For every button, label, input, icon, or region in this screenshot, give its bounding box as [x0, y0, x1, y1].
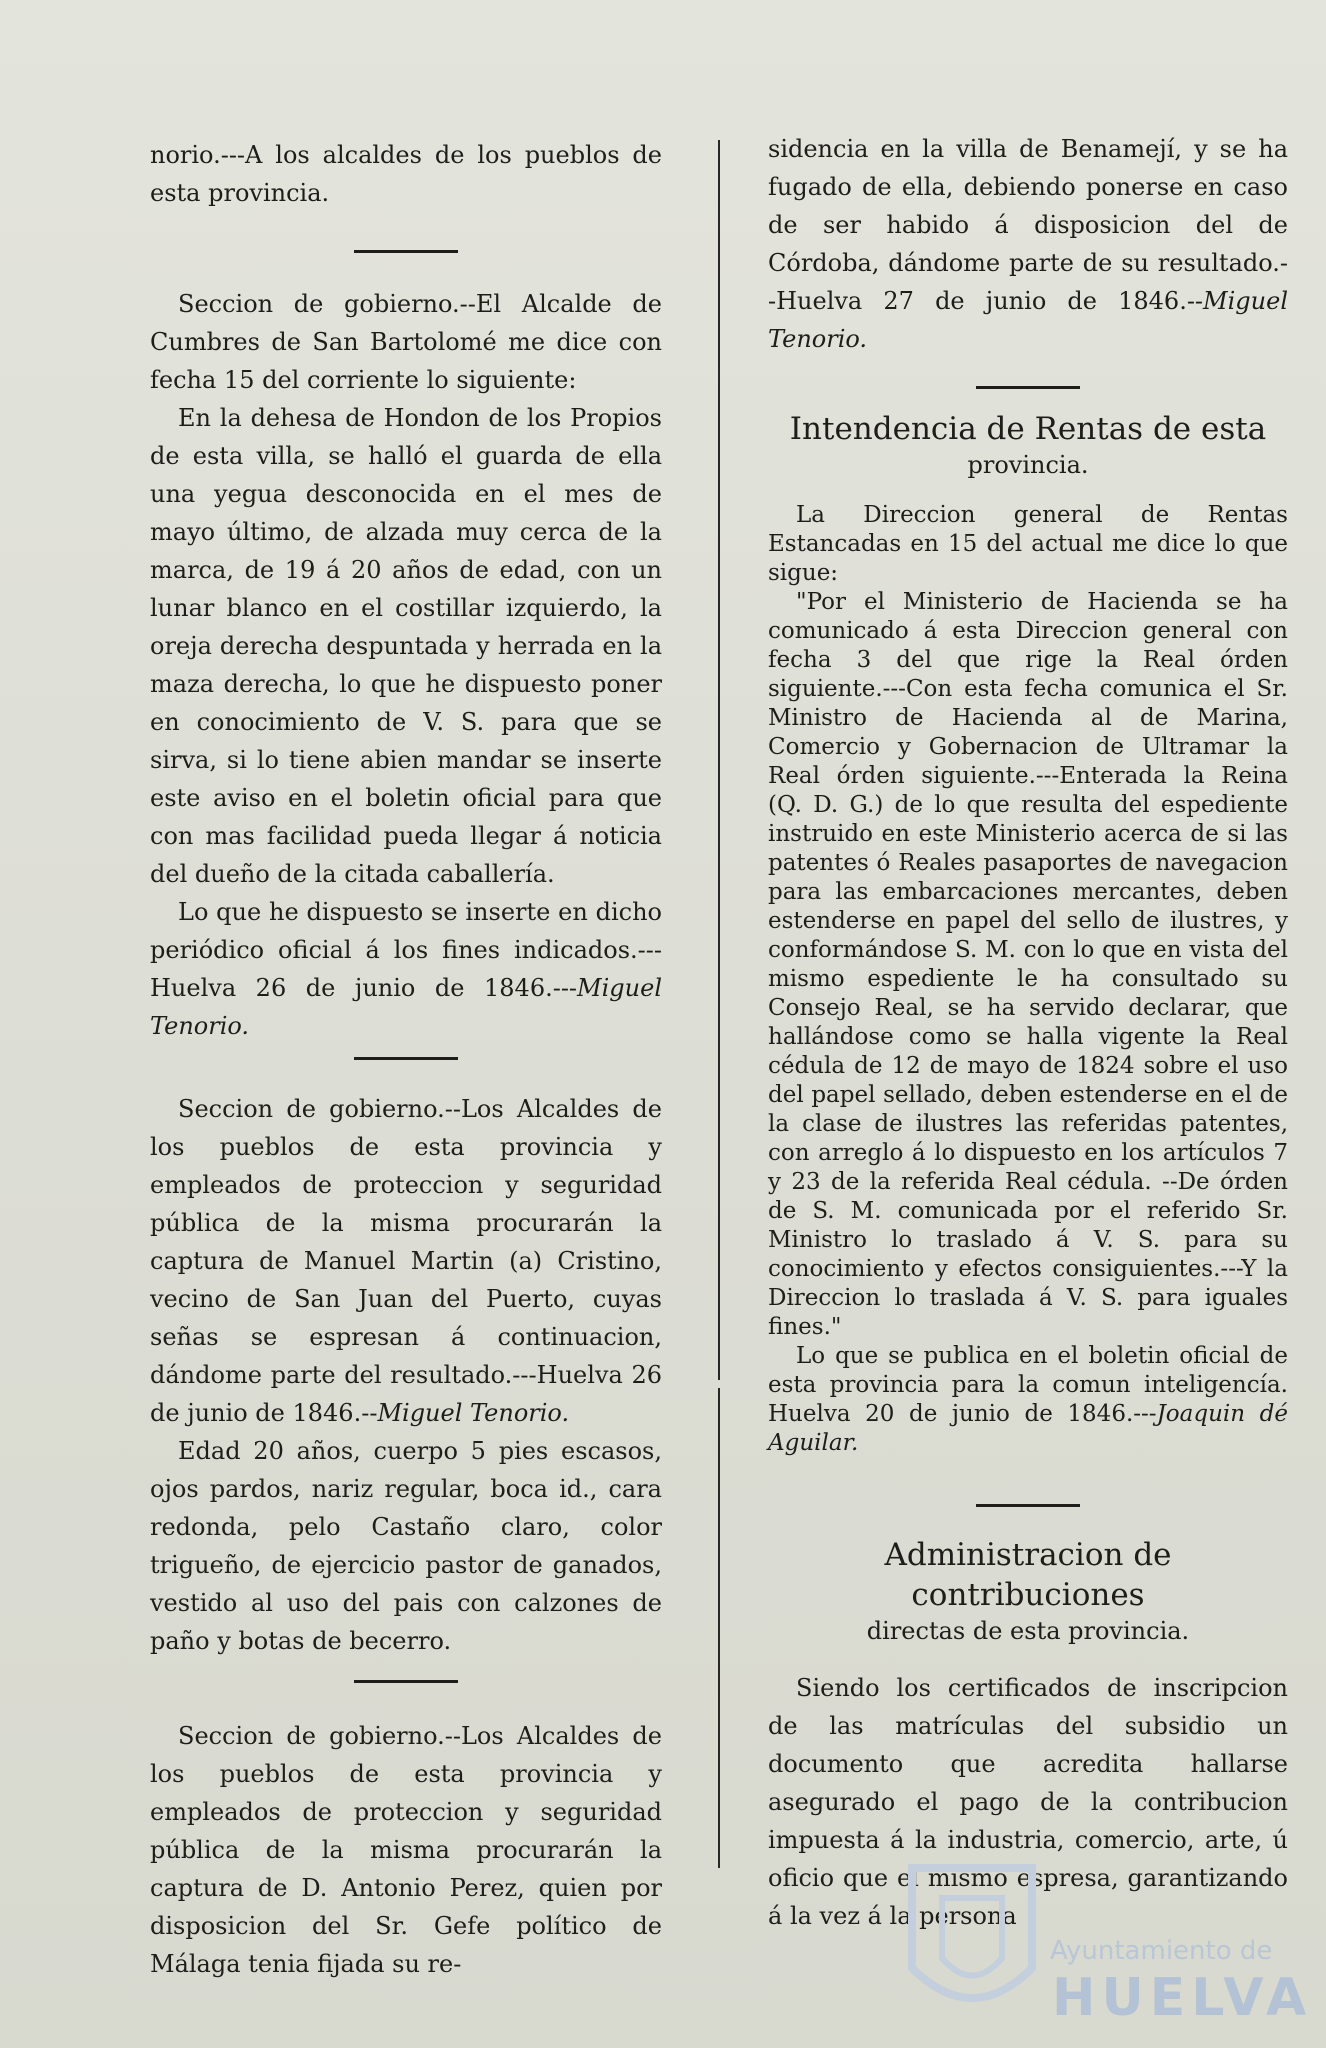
- left-paragraph-6: Edad 20 años, cuerpo 5 pies escasos, ojos pardos, nariz regular, boca id., cara redonda, pelo Castaño claro, color trigueño, de ejercicio pastor de ganados, vestido al uso del pais con calzones de paño y botas de becerro.: [150, 1437, 662, 1655]
- right-paragraph-3: "Por el Ministerio de Hacienda se ha comunicado á esta Direccion general con fecha 3 del que rige la Real órden siguiente.---Con esta fecha comunica el Sr. Ministro de Hacienda al de Marina, Comercio y Gobernacion de Ultramar la Real órden siguiente.---Enterada la Reina (Q. D. G.) de lo que resulta del espediente instruido en este Ministerio acerca de si las patentes ó Reales pasaportes de navegacion para las embarcaciones mercantes, deben estenderse en papel del sello de ilustres, y conformándose S. M. con lo que en vista del mismo espediente le ha consultado su Consejo Real, se ha servido declarar, que hallándose como se halla vigente la Real cédula de 12 de mayo de 1824 sobre el uso del papel sellado, deben estenderse en el de la clase de ilustres las referidas patentes, con arreglo á lo dispuesto en los artículos 7 y 23 de la referida Real cédula. --De órden de S. M. comunicada por el referido Sr. Ministro lo traslado á V. S. para su conocimiento y efectos consiguientes.---Y la Direccion lo traslada á V. S. para iguales fines.": [768, 589, 1288, 1340]
- right-paragraph-1: sidencia en la villa de Benamejí, y se ha fugado de ella, debiendo ponerse en caso de ser habido á disposicion del de Córdoba, dándome parte de su resultado.--Huelva 27 de junio de 1846.--Miguel Tenorio.: [768, 135, 1288, 353]
- section-heading-intendencia: Intendencia de Rentas de esta: [789, 411, 1267, 447]
- section-subheading-provincia: provincia.: [967, 451, 1089, 479]
- section-subheading-directas: directas de esta provincia.: [866, 1617, 1190, 1645]
- right-paragraph-4: Lo que se publica en el boletin oficial de esta provincia para la comun inteligencía. Huelva 20 de junio de 1846.---Joaquin dé Aguilar.: [768, 1343, 1288, 1456]
- watermark-line2: HUELVA: [1052, 1968, 1313, 2028]
- signature: Miguel Tenorio.: [377, 1399, 570, 1427]
- section-heading-administracion: Administracion de contribuciones: [884, 1537, 1172, 1613]
- signature: Miguel Tenorio.: [150, 974, 662, 1040]
- right-paragraph-5: Siendo los certificados de inscripcion de las matrículas del subsidio un documento que acredita hallarse asegurado el pago de la contribucion impuesta á la industria, comercio, arte, ú oficio que el mismo espresa, garantizando á la vez á la persona: [768, 1674, 1288, 1930]
- left-paragraph-3: En la dehesa de Hondon de los Propios de esta villa, se halló el guarda de ella una yegua desconocida en el mes de mayo último, de alzada muy cerca de la marca, de 19 á 20 años de edad, con un lunar blanco en el costillar izquierdo, la oreja derecha despuntada y herrada en la maza derecha, lo que he dispuesto poner en conocimiento de V. S. para que se sirva, si lo tiene abien mandar se inserte este aviso en el boletin oficial para que con mas facilidad pueda llegar á noticia del dueño de la citada caballería.: [150, 404, 662, 888]
- left-paragraph-4: Lo que he dispuesto se inserte en dicho periódico oficial á los fines indicados.---Huelva 26 de junio de 1846.---Miguel Tenorio.: [150, 898, 662, 1040]
- column-divider-bottom: [718, 1388, 720, 1868]
- column-divider-top: [718, 140, 720, 1380]
- watermark-line1: Ayuntamiento de: [1050, 1936, 1273, 1966]
- signature: Joaquin dé Aguilar.: [768, 1401, 1288, 1456]
- left-paragraph-2: Seccion de gobierno.--El Alcalde de Cumbres de San Bartolomé me dice con fecha 15 del corriente lo siguiente:: [150, 290, 662, 394]
- signature: Miguel Tenorio.: [768, 287, 1288, 353]
- left-paragraph-5: Seccion de gobierno.--Los Alcaldes de los pueblos de esta provincia y empleados de proteccion y seguridad pública de la misma procurarán la captura de Manuel Martin (a) Cristino, vecino de San Juan del Puerto, cuyas señas se espresan á continuacion, dándome parte del resultado.---Huelva 26 de junio de 1846.--Miguel Tenorio.: [150, 1095, 662, 1427]
- right-paragraph-2: La Direccion general de Rentas Estancadas en 15 del actual me dice lo que sigue:: [768, 502, 1288, 586]
- left-column: [150, 136, 662, 1983]
- left-paragraph-7: Seccion de gobierno.--Los Alcaldes de los pueblos de esta provincia y empleados de proteccion y seguridad pública de la misma procurarán la captura de D. Antonio Perez, quien por disposicion del Sr. Gefe político de Málaga tenia fijada su re-: [150, 1722, 662, 1978]
- left-paragraph-1: norio.---A los alcaldes de los pueblos de esta provincia.: [150, 141, 662, 207]
- right-column: [768, 130, 1288, 1935]
